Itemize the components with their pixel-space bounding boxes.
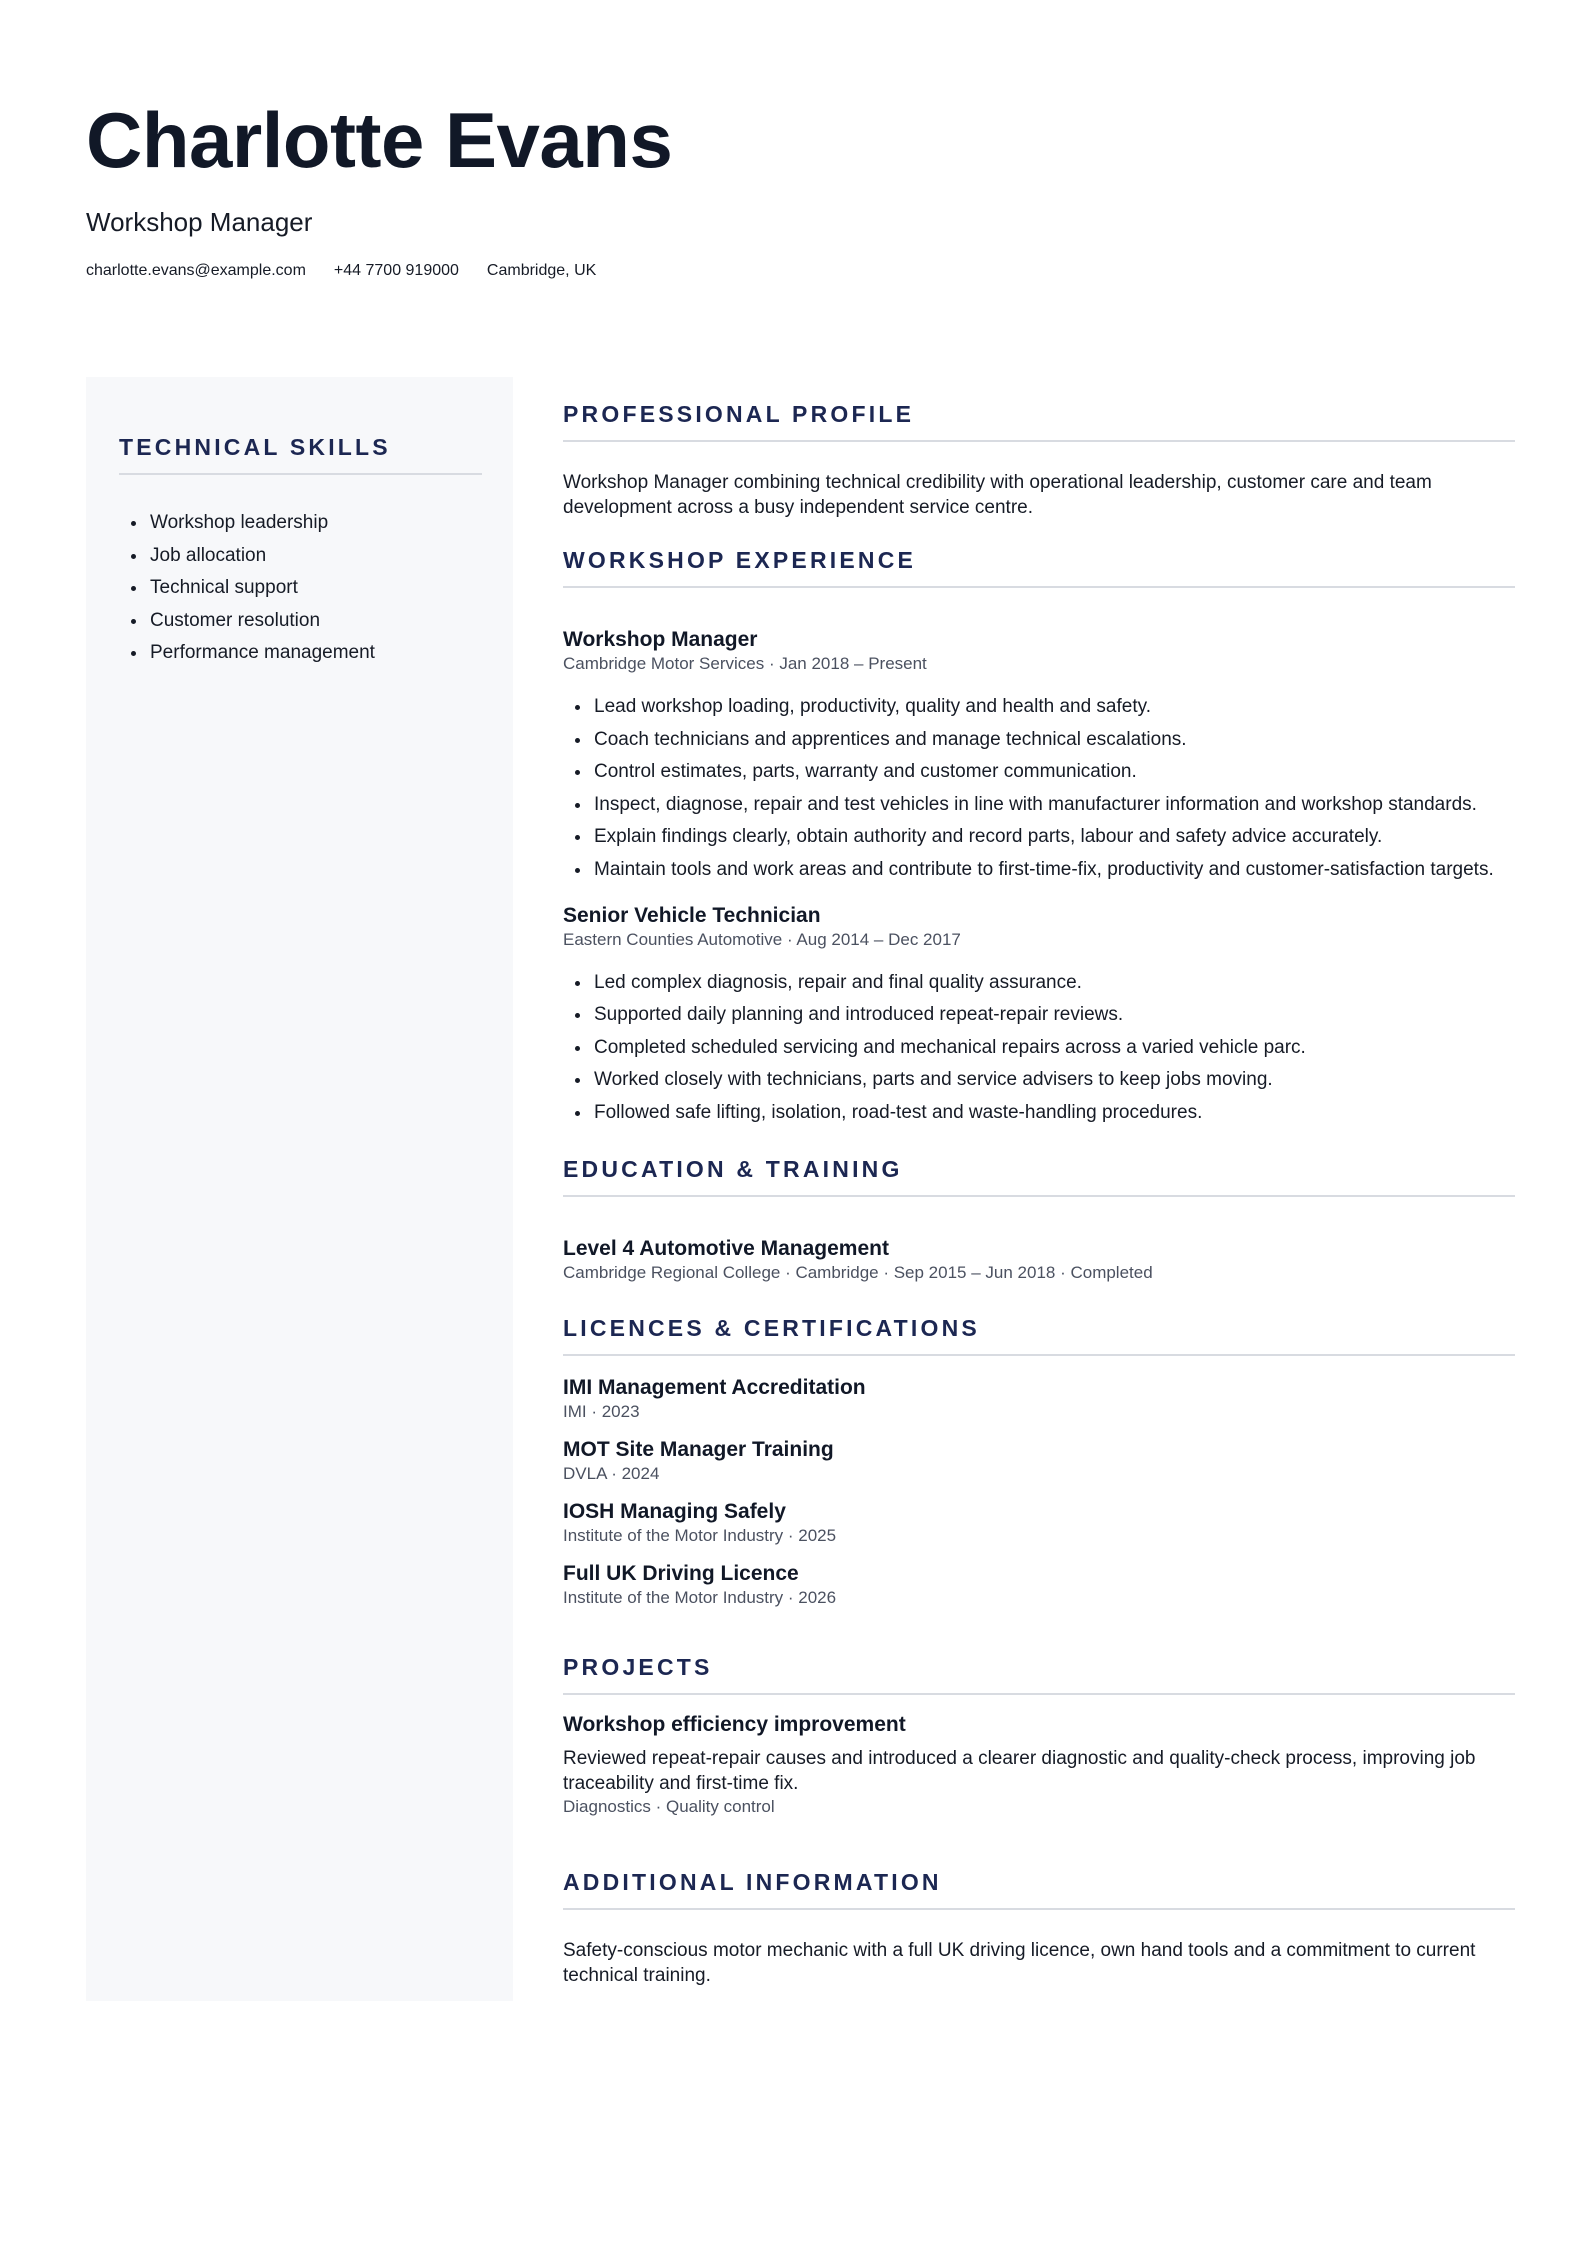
job-bullet: • Supported daily planning and introduced repeat-repair reviews.	[592, 1002, 1515, 1027]
skill-item: • Workshop leadership	[148, 507, 375, 540]
skill-item: • Technical support	[148, 572, 375, 605]
certification-name: Full UK Driving Licence	[563, 1561, 799, 1585]
job-title: Workshop Manager	[86, 207, 313, 237]
skills-list	[119, 507, 375, 670]
experience-section-heading	[563, 546, 1515, 588]
certifications-section-heading	[563, 1314, 1515, 1356]
additional-section	[563, 1868, 1515, 1988]
education-name: Level 4 Automotive Management	[563, 1236, 889, 1260]
job-bullet: • Coach technicians and apprentices and manage technical escalations.	[592, 727, 1515, 752]
education-entry	[563, 1236, 1515, 1284]
skill-item: • Performance management	[148, 637, 375, 670]
project-name: Workshop efficiency improvement	[563, 1712, 906, 1736]
job-bullet: • Inspect, diagnose, repair and test vehicles in line with manufacturer information and workshop standards.	[592, 792, 1515, 817]
section-divider	[563, 586, 1515, 588]
job-role: Senior Vehicle Technician	[563, 903, 821, 927]
skills-section-heading	[119, 433, 482, 475]
certification-entry	[563, 1375, 1515, 1423]
education-meta: Cambridge Regional College · Cambridge · Sep 2015 – Jun 2018 · Completed	[563, 1262, 1153, 1282]
profile-section	[563, 400, 1515, 520]
education-section-heading	[563, 1155, 1515, 1197]
certification-entry	[563, 1437, 1515, 1485]
resume-header	[86, 96, 672, 280]
certification-meta: IMI · 2023	[563, 1401, 640, 1421]
job-entry	[563, 627, 1515, 882]
job-bullet: • Control estimates, parts, warranty and customer communication.	[592, 759, 1515, 784]
experience-title: WORKSHOP EXPERIENCE	[563, 547, 917, 573]
section-divider	[563, 440, 1515, 442]
job-meta: Eastern Counties Automotive · Aug 2014 – Dec 2017	[563, 929, 961, 949]
section-divider	[119, 473, 482, 475]
profile-text: Workshop Manager combining technical credibility with operational leadership, customer care and team development across a busy independent service centre.	[563, 472, 1432, 518]
certification-meta: DVLA · 2024	[563, 1463, 660, 1483]
job-bullet: • Led complex diagnosis, repair and final quality assurance.	[592, 970, 1515, 995]
skill-item: • Customer resolution	[148, 605, 375, 638]
certification-name: IMI Management Accreditation	[563, 1375, 866, 1399]
contact-email[interactable]: charlotte.evans@example.com	[86, 262, 306, 279]
skill-item: • Job allocation	[148, 540, 375, 573]
contact-location: Cambridge, UK	[486, 262, 597, 279]
job-role: Workshop Manager	[563, 628, 758, 651]
section-divider	[563, 1195, 1515, 1197]
job-entry	[563, 903, 1515, 1125]
job-bullet: • Worked closely with technicians, parts and service advisers to keep jobs moving.	[592, 1067, 1515, 1092]
certification-name: MOT Site Manager Training	[563, 1437, 834, 1461]
profile-title: PROFESSIONAL PROFILE	[563, 401, 915, 427]
candidate-name: Charlotte Evans	[86, 96, 673, 184]
job-bullet: • Completed scheduled servicing and mechanical repairs across a varied vehicle parc.	[592, 1035, 1515, 1060]
certification-name: IOSH Managing Safely	[563, 1499, 786, 1523]
certifications-title: LICENCES & CERTIFICATIONS	[563, 1314, 980, 1341]
job-bullets	[563, 694, 1515, 882]
additional-section-heading	[563, 1868, 1515, 1910]
job-bullets	[563, 970, 1515, 1125]
additional-text: Safety-conscious motor mechanic with a full UK driving licence, own hand tools and a commitment to current technical training.	[563, 1939, 1476, 1986]
certification-meta: Institute of the Motor Industry · 2025	[563, 1525, 837, 1545]
projects-section-heading	[563, 1653, 1515, 1695]
certification-entry	[563, 1499, 1515, 1547]
job-bullet: • Maintain tools and work areas and contribute to first-time-fix, productivity and customer-satisfaction targets.	[592, 857, 1515, 882]
projects-title: PROJECTS	[563, 1653, 713, 1680]
sidebar	[86, 377, 513, 2001]
project-tags: Diagnostics · Quality control	[563, 1796, 775, 1816]
skills-title: TECHNICAL SKILLS	[119, 434, 391, 460]
certification-meta: Institute of the Motor Industry · 2026	[563, 1587, 837, 1607]
additional-title: ADDITIONAL INFORMATION	[563, 1868, 942, 1895]
job-bullet: • Lead workshop loading, productivity, quality and health and safety.	[592, 694, 1515, 719]
project-description: Reviewed repeat-repair causes and introduced a clearer diagnostic and quality-check process, improving job traceability and first-time fix.	[563, 1747, 1476, 1794]
job-bullet: • Explain findings clearly, obtain authority and record parts, labour and safety advice accurately.	[592, 824, 1515, 849]
profile-section-heading	[563, 400, 1515, 442]
projects-section	[563, 1653, 1515, 1818]
job-meta: Cambridge Motor Services · Jan 2018 – Present	[563, 654, 927, 673]
certification-entry	[563, 1561, 1515, 1609]
education-section	[563, 1155, 1515, 1284]
certifications-section	[563, 1314, 1515, 1609]
experience-section	[563, 546, 1515, 1125]
job-bullet: • Followed safe lifting, isolation, road-test and waste-handling procedures.	[592, 1100, 1515, 1125]
main-column	[563, 400, 1515, 1988]
contact-details	[86, 262, 672, 280]
section-divider	[563, 1693, 1515, 1695]
section-divider	[563, 1908, 1515, 1910]
project-entry	[563, 1712, 1515, 1818]
education-title: EDUCATION & TRAINING	[563, 1155, 903, 1182]
contact-phone[interactable]: +44 7700 919000	[333, 262, 459, 279]
section-divider	[563, 1354, 1515, 1356]
